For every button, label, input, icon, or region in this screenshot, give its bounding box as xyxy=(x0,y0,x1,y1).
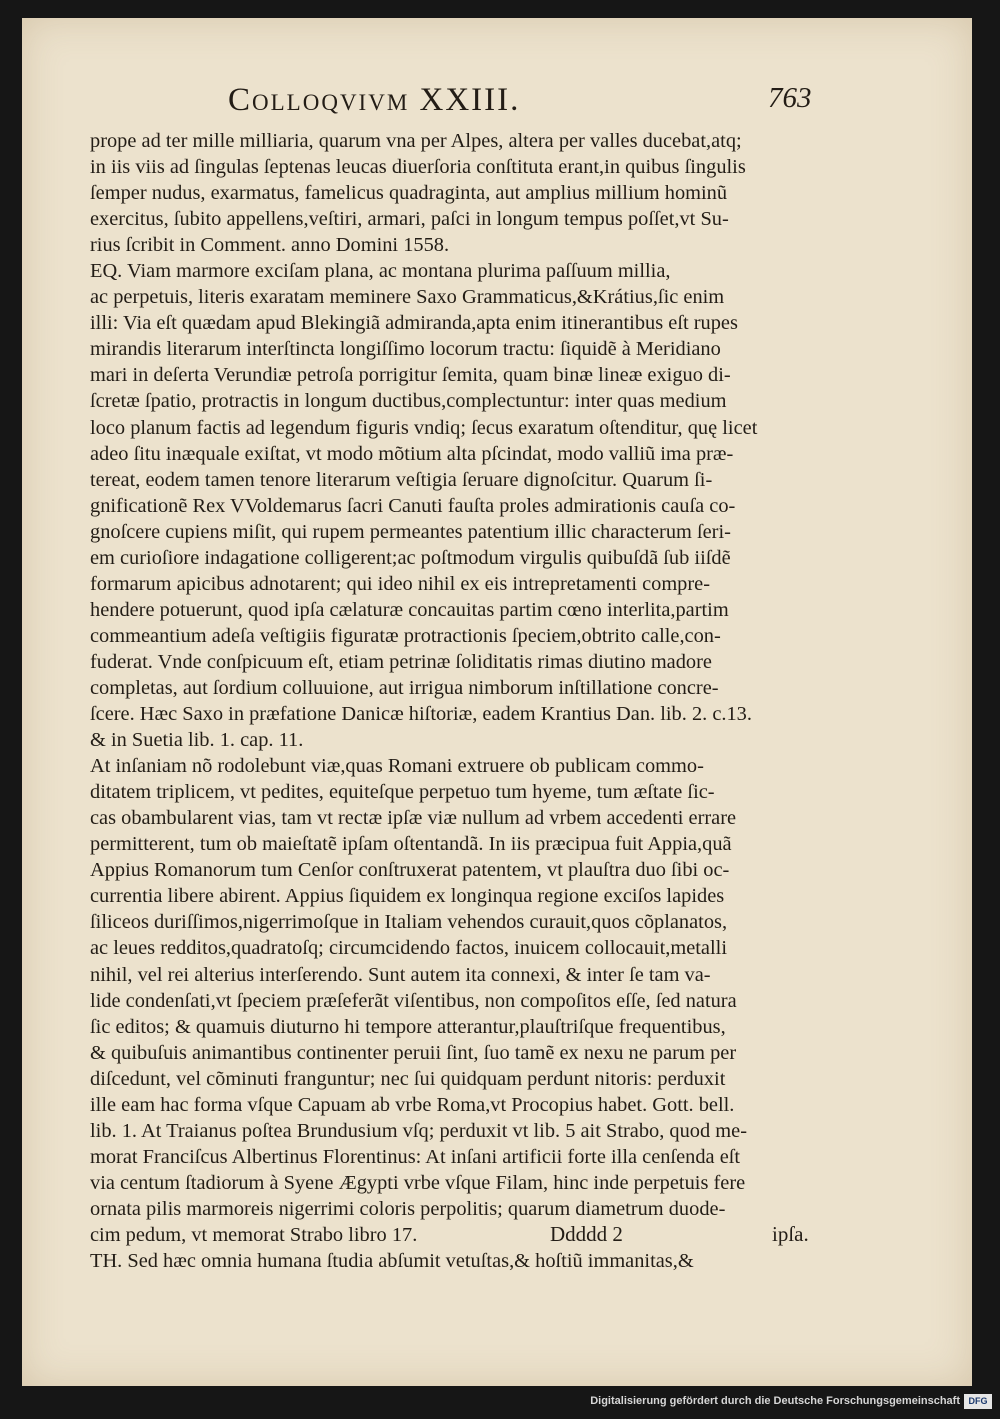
text-line: nihil, vel rei alterius interſerendo. Sunt autem ita connexi, & inter ſe tam va- xyxy=(90,963,711,986)
text-line: hendere potuerunt, quod ipſa cælaturæ concauitas partim cœno interlita,partim xyxy=(90,598,729,621)
text-line: cim pedum, vt memorat Strabo libro 17. xyxy=(90,1223,418,1246)
text-body xyxy=(90,128,842,1274)
text-line: TH. Sed hæc omnia humana ſtudia abſumit vetuſtas,& hoſtiũ immanitas,& xyxy=(90,1250,694,1273)
book-page xyxy=(22,18,972,1386)
text-line: ſic editos; & quamuis diuturno hi tempore atterantur,plauſtriſque frequentibus, xyxy=(90,1015,726,1038)
text-line: currentia libere abirent. Appius ſiquidem ex longinqua regione exciſos lapides xyxy=(90,885,725,908)
catchword: ipſa. xyxy=(772,1222,809,1246)
text-line: tereat, eodem tamen tenore literarum veſtigia ſeruare dignoſcitur. Quarum ſi- xyxy=(90,468,713,491)
text-line: ac perpetuis, literis exaratam meminere Saxo Grammaticus,&Krátius,ſic enim xyxy=(90,286,725,309)
text-line: formarum apicibus adnotarent; qui ideo nihil ex eis intrepretamenti compre- xyxy=(90,572,711,595)
text-line: morat Franciſcus Albertinus Florentinus: At inſani artificii forte illa cenſenda eſt xyxy=(90,1145,741,1168)
text-line: At inſaniam nõ rodolebunt viæ,quas Romani extruere ob publicam commo- xyxy=(90,755,704,778)
page-header xyxy=(22,80,972,130)
text-line: ille eam hac forma vſque Capuam ab vrbe Roma,vt Procopius habet. Gott. bell. xyxy=(90,1093,735,1116)
text-line: diſcedunt, vel cõminuti franguntur; nec ſui quidquam perdunt nitoris: perduxit xyxy=(90,1067,726,1090)
running-title: Colloqvivm XXIII. xyxy=(228,82,521,118)
text-line: adeo ſitu inæquale exiſtat, vt modo mõtium alta pſcindat, modo valliũ ima præ- xyxy=(90,442,734,465)
text-line: mirandis literarum interſtincta longiſſimo locorum tractu: ſiquidẽ à Meridiano xyxy=(90,338,721,361)
text-line: permitterent, tum ob maieſtatẽ ipſam oſtentandã. In iis præcipua fuit Appia,quã xyxy=(90,833,732,856)
text-line: ſiliceos duriſſimos,nigerrimoſque in Italiam vehendos curauit,quos cõplanatos, xyxy=(90,911,728,934)
text-line: commeantium adeſa veſtigiis figuratæ protractionis ſpeciem,obtrito calle,con- xyxy=(90,624,721,647)
text-line: & quibuſuis animantibus continenter peruii ſint, ſuo tamẽ ex nexu ne parum per xyxy=(90,1041,737,1064)
text-line: via centum ſtadiorum à Syene Ægypti vrbe vſque Filam, hinc inde perpetuis fere xyxy=(90,1171,746,1194)
text-line: lide condenſati,vt ſpeciem præſeferãt viſentibus, non compoſitos eſſe, ſed natura xyxy=(90,989,737,1012)
text-line: ornata pilis marmoreis nigerrimi coloris perpolitis; quarum diametrum duode- xyxy=(90,1197,726,1220)
digitization-notice-bar xyxy=(0,1393,1000,1415)
text-line: ac leues redditos,quadratoſq; circumcidendo factos, inuicem collocauit,metalli xyxy=(90,937,727,960)
text-line: ſcretæ ſpatio, protractis in longum ductibus,complectuntur: inter quas medium xyxy=(90,390,727,413)
text-line: loco planum factis ad legendum figuris vndiq; ſecus exaratum oſtenditur, quę licet xyxy=(90,416,758,439)
text-line: mari in deſerta Verundiæ petroſa porrigitur ſemita, quam binæ lineæ exiguo di- xyxy=(90,364,731,387)
text-line: prope ad ter mille milliaria, quarum vna per Alpes, altera per valles ducebat,atq; xyxy=(90,130,742,152)
text-line: rius ſcribit in Comment. anno Domini 1558. xyxy=(90,234,450,257)
signature-mark: Ddddd 2 xyxy=(550,1222,623,1246)
text-line: illi: Via eſt quædam apud Blekingiã admiranda,apta enim itinerantibus eſt rupes xyxy=(90,312,738,335)
page-footer xyxy=(22,1218,972,1258)
text-line: lib. 1. At Traianus poſtea Brundusium vſq; perduxit vt lib. 5 ait Strabo, quod me- xyxy=(90,1119,747,1142)
text-line: ditatem triplicem, vt pedites, equiteſque perpetuo tum hyeme, tum æſtate ſic- xyxy=(90,781,715,804)
text-line: EQ. Viam marmore exciſam plana, ac montana plurima paſſuum millia, xyxy=(90,260,671,283)
text-line: fuderat. Vnde conſpicuum eſt, etiam petrinæ ſoliditatis rimas diutino madore xyxy=(90,650,712,673)
text-line: exercitus, ſubito appellens,veſtiri, armari, paſci in longum tempus poſſet,vt Su- xyxy=(90,208,729,231)
text-line: completas, aut ſordium colluuione, aut irrigua nimborum inſtillatione concre- xyxy=(90,676,719,699)
text-line: ſemper nudus, exarmatus, famelicus quadraginta, aut amplius millium hominũ xyxy=(90,182,728,205)
text-line: & in Suetia lib. 1. cap. 11. xyxy=(90,729,304,752)
text-line: em curioſiore indagatione colligerent;ac poſtmodum virgulis quibuſdã ſub iiſdẽ xyxy=(90,546,731,569)
text-line: ſcere. Hæc Saxo in præfatione Danicæ hiſtoriæ, eadem Krantius Dan. lib. 2. c.13. xyxy=(90,703,752,726)
text-line: gnoſcere cupiens miſit, qui rupem permeantes patentium illic characterum ſeri- xyxy=(90,520,731,543)
text-line: gnificationẽ Rex VVoldemarus ſacri Canuti fauſta proles admirationis cauſa co- xyxy=(90,494,736,517)
text-line: Appius Romanorum tum Cenſor conſtruxerat patentem, vt plauſtra duo ſibi oc- xyxy=(90,859,730,882)
digitization-notice: Digitalisierung gefördert durch die Deutsche Forschungsgemeinschaft xyxy=(590,1395,960,1407)
text-line: in iis viis ad ſingulas ſeptenas leucas diuerſoria conſtituta erant,in quibus ſingulis xyxy=(90,156,746,179)
dfg-logo: DFG xyxy=(964,1394,992,1409)
text-line: cas obambularent vias, tam vt rectæ ipſæ viæ nullum ad vrbem accedenti errare xyxy=(90,807,737,830)
page-number: 763 xyxy=(768,82,812,114)
